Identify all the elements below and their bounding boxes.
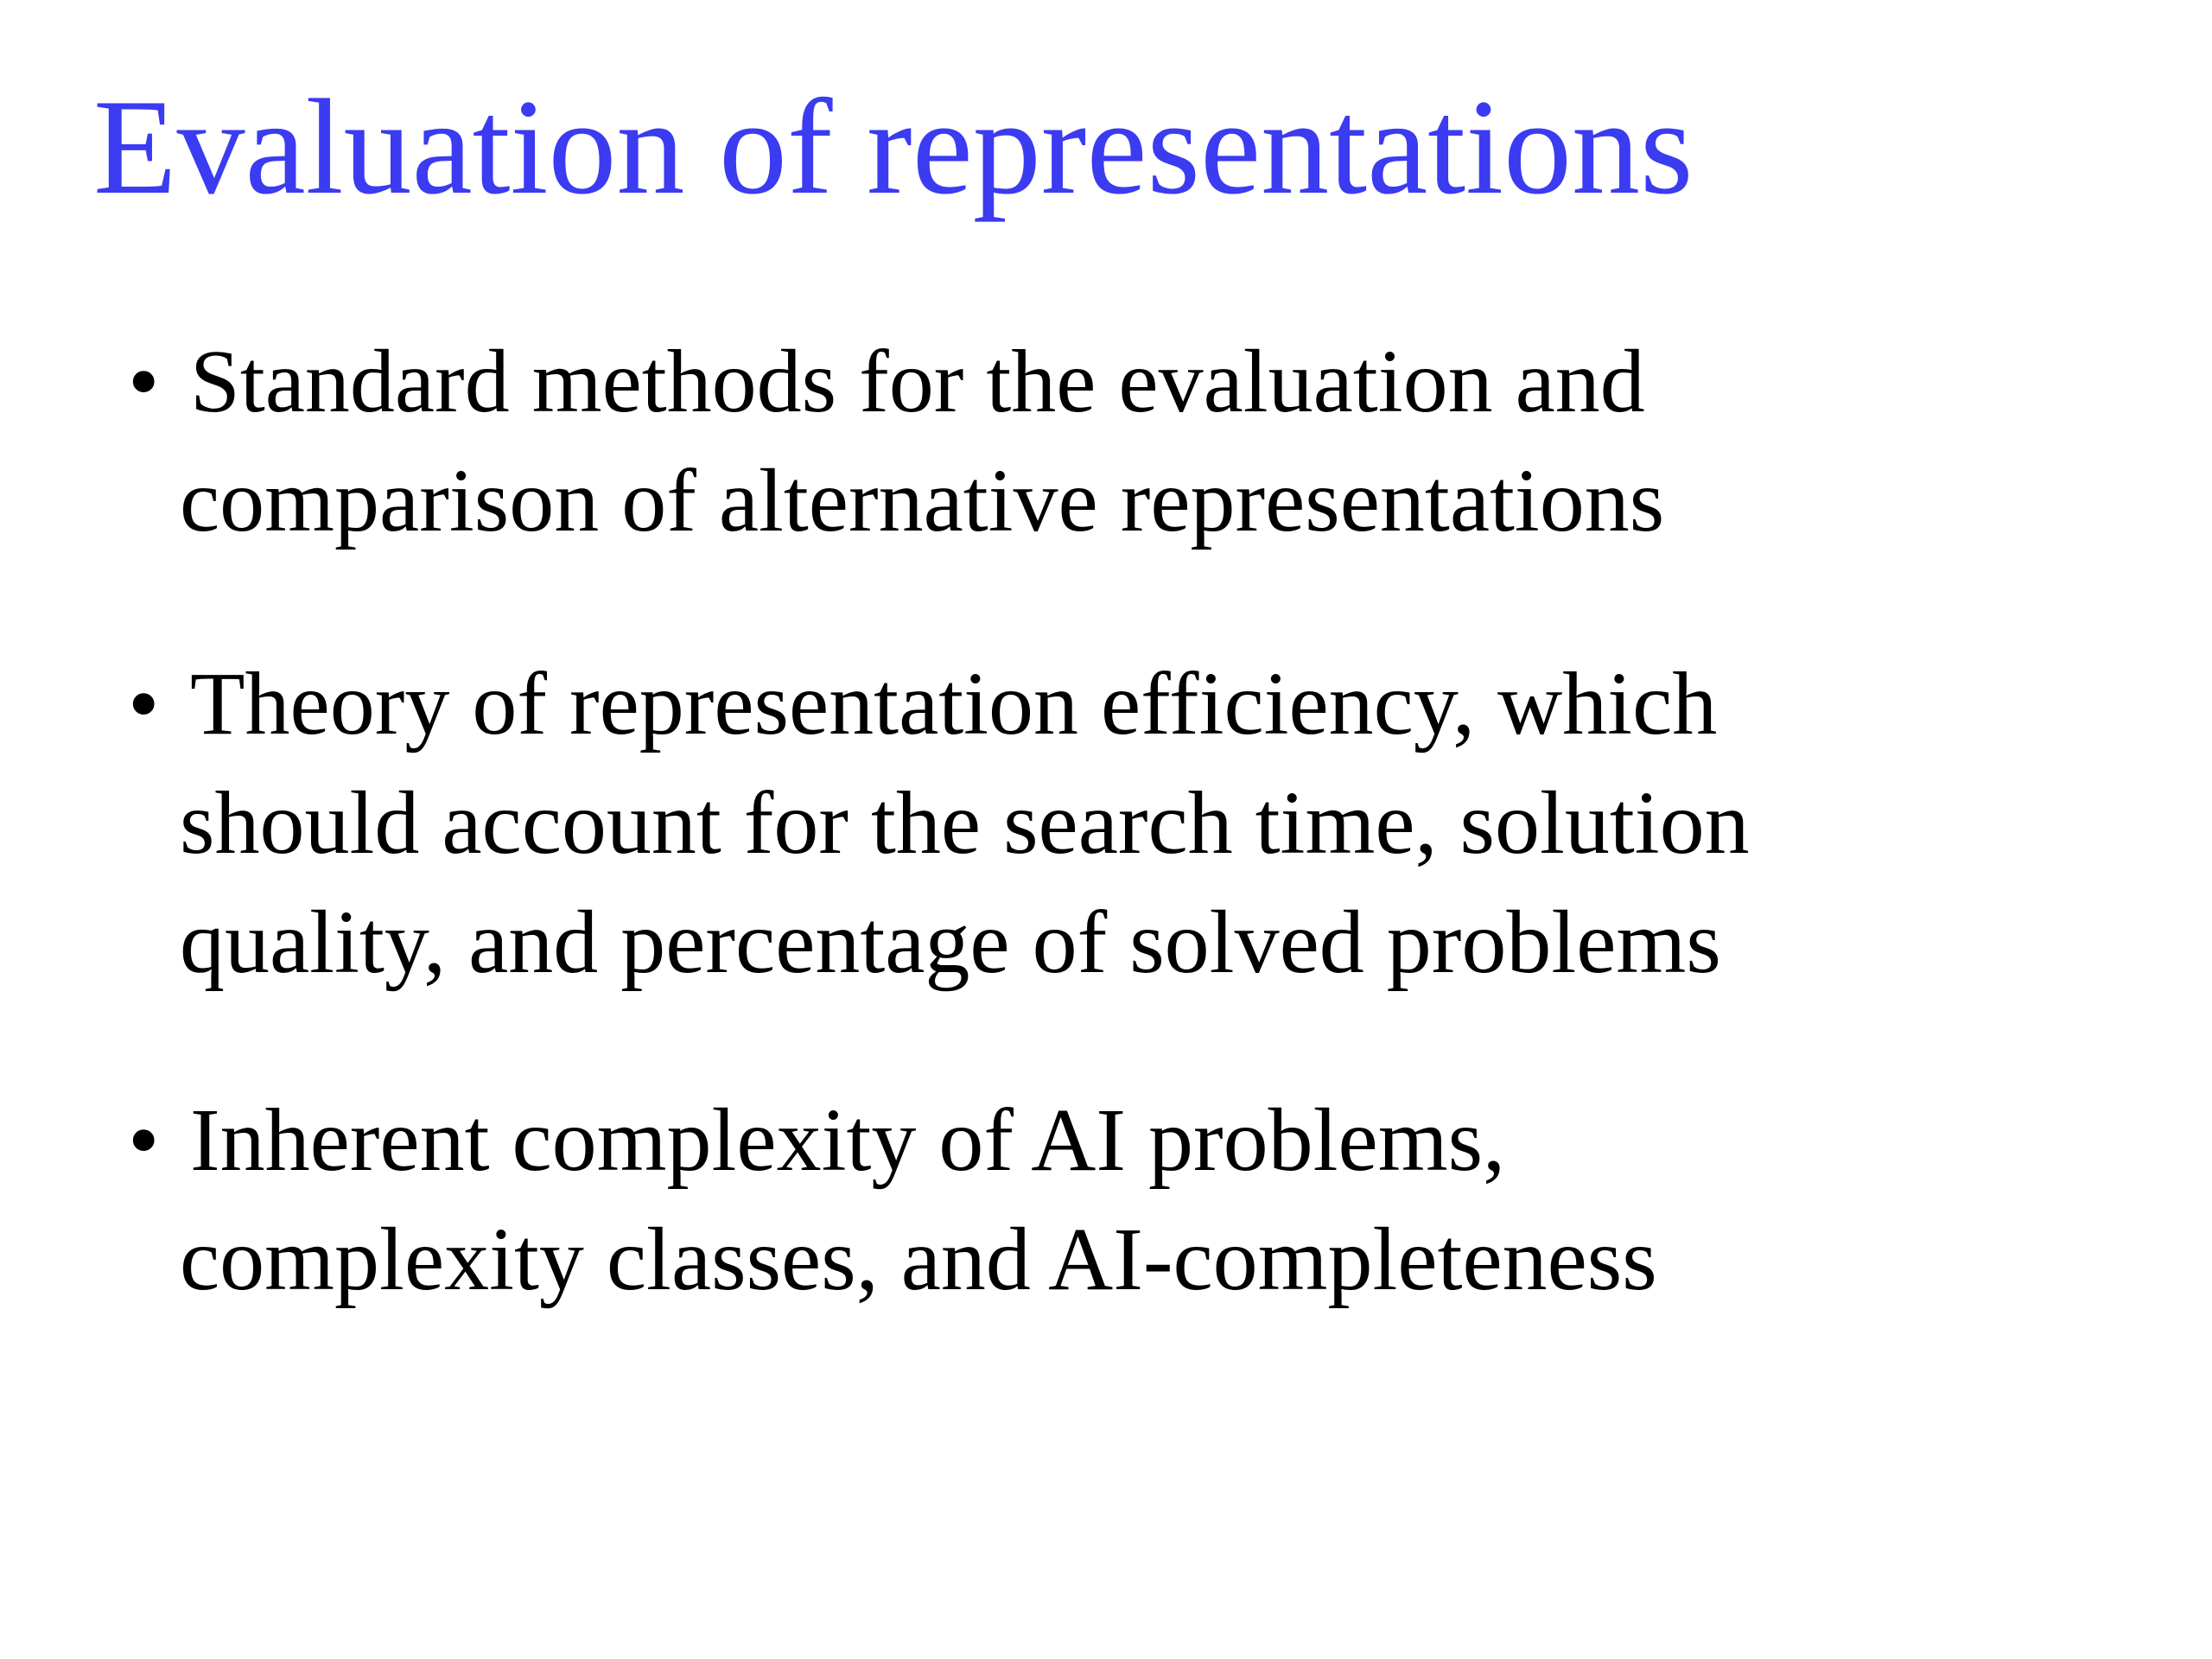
bullet-item	[128, 1081, 2115, 1319]
bullet-line: comparison of alternative representations	[180, 451, 1665, 550]
bullet-glyph: •	[128, 332, 160, 431]
bullet-item	[128, 322, 2115, 561]
bullet-line: quality, and percentage of solved problems	[180, 893, 1721, 992]
bullet-item	[128, 645, 2115, 1002]
slide-title: Evaluation of representations	[93, 72, 1694, 223]
bullet-line: Inherent complexity of AI problems,	[190, 1090, 1506, 1190]
bullet-line: Theory of representation efficiency, which	[190, 654, 1718, 753]
bullet-line: Standard methods for the evaluation and	[190, 332, 1645, 431]
bullet-glyph: •	[128, 1090, 160, 1190]
bullet-line: should account for the search time, solution	[180, 773, 1750, 873]
bullet-glyph: •	[128, 654, 160, 753]
bullet-line: complexity classes, and AI-completeness	[180, 1210, 1657, 1309]
